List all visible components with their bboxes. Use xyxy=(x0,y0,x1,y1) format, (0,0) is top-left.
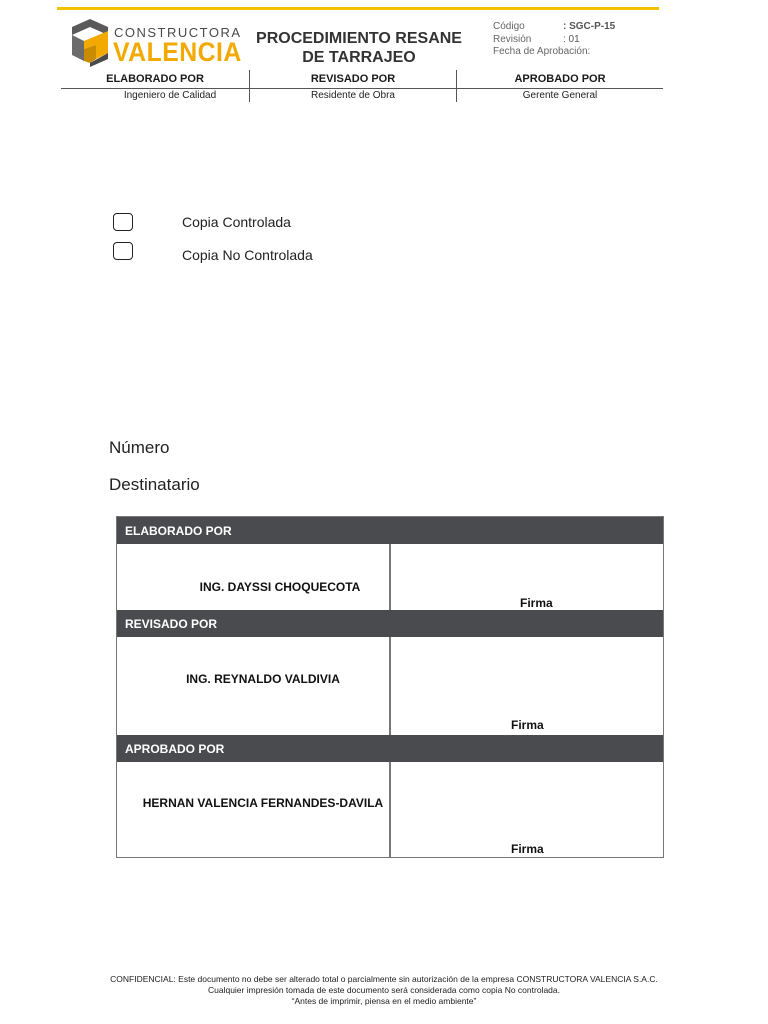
document-meta xyxy=(493,21,615,59)
footer-confidential: CONFIDENCIAL: Este documento no debe ser alterado total o parcialmente sin autorización de la empresa CONSTRUCTORA VALENCIA S.A.C. xyxy=(110,974,658,984)
meta-approval-date xyxy=(493,46,615,59)
company-logo xyxy=(68,15,242,70)
header-col-elaborado: ELABORADO POR xyxy=(106,73,204,85)
signature-firma-label: Firma xyxy=(520,596,553,610)
signature-firma-label: Firma xyxy=(511,842,544,856)
signature-table xyxy=(116,516,664,858)
meta-value: : 01 xyxy=(563,33,580,45)
header-sub-revisado: Residente de Obra xyxy=(311,90,395,101)
signature-name: ING. DAYSSI CHOQUECOTA xyxy=(199,580,361,594)
header-top-rule xyxy=(57,7,659,10)
signature-name: ING. REYNALDO VALDIVIA xyxy=(186,672,340,686)
header-sub-elaborado: Ingeniero de Calidad xyxy=(123,90,217,101)
header-sub-aprobado: Gerente General xyxy=(522,90,598,101)
footer-environment-note: “Antes de imprimir, piensa en el medio ambiente” xyxy=(291,996,477,1006)
document-title: PROCEDIMIENTO RESANE DE TARRAJEO xyxy=(256,30,462,66)
signature-role-label: REVISADO POR xyxy=(125,617,218,631)
numero-label: Número xyxy=(109,438,170,457)
brand-name-top: CONSTRUCTORA xyxy=(114,25,242,40)
signature-firma-label: Firma xyxy=(511,718,544,732)
copia-no-controlada-checkbox[interactable] xyxy=(113,242,133,260)
meta-code xyxy=(493,21,615,34)
meta-revision xyxy=(493,34,615,47)
signature-role-header xyxy=(117,517,663,544)
copia-controlada-label: Copia Controlada xyxy=(182,214,291,230)
signature-role-header xyxy=(117,735,663,762)
meta-value: : SGC-P-15 xyxy=(563,21,616,32)
signature-role-header xyxy=(117,610,663,637)
header-col-aprobado: APROBADO POR xyxy=(514,73,606,85)
brand-name-main: VALENCIA xyxy=(113,37,242,67)
logo-mark-icon xyxy=(68,15,112,67)
signature-role-label: ELABORADO POR xyxy=(125,524,232,538)
signature-role-label: APROBADO POR xyxy=(125,742,225,756)
destinatario-label: Destinatario xyxy=(109,475,200,494)
signature-col-divider xyxy=(389,544,391,610)
meta-key: Revisión xyxy=(493,33,532,45)
copia-no-controlada-label: Copia No Controlada xyxy=(182,247,313,263)
copia-controlada-checkbox[interactable] xyxy=(113,213,133,231)
header-divider xyxy=(61,88,663,89)
meta-key: Código xyxy=(493,21,525,32)
meta-key: Fecha de Aprobación: xyxy=(493,46,591,57)
footer-copy-notice: Cualquier impresión tomada de este documento será considerada como copia No controlada. xyxy=(207,985,560,995)
header-col-revisado: REVISADO POR xyxy=(310,73,396,85)
signature-col-divider xyxy=(389,637,391,735)
signature-name: HERNAN VALENCIA FERNANDES-DAVILA xyxy=(142,796,384,810)
